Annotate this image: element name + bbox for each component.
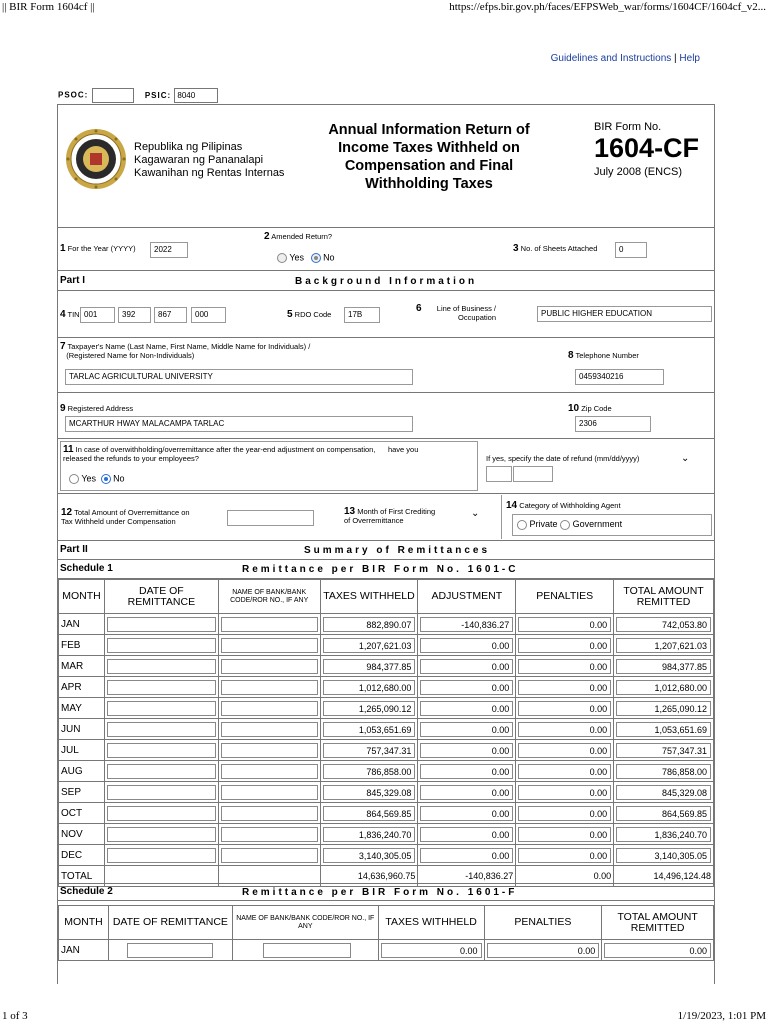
- table-row: [59, 656, 714, 677]
- overremittance-amount-input[interactable]: [227, 510, 314, 526]
- adjustment-input[interactable]: 0.00: [420, 659, 513, 674]
- month-cell: AUG: [59, 761, 105, 782]
- taxes-withheld-input[interactable]: 864,569.85: [323, 806, 416, 821]
- penalties-input[interactable]: 0.00: [518, 659, 611, 674]
- agent-category-radio-group: Private Government: [512, 514, 712, 536]
- form-title: Annual Information Return of Income Taxes Withheld on Compensation and Final Withholding Taxes: [328, 122, 530, 192]
- taxes-withheld-input[interactable]: 1,207,621.03: [323, 638, 416, 653]
- bank-code-input[interactable]: [221, 617, 318, 632]
- tin-part2-input[interactable]: 392: [118, 307, 151, 323]
- adjustment-input[interactable]: 0.00: [420, 722, 513, 737]
- item-11: 11 In case of overwithholding/overremittance after the year-end adjustment on compensation, have you released the refunds to your employees? Yes No If yes, specify the date of refund (mm/dd/yyyy) ⌄: [58, 440, 714, 494]
- month-cell: DEC: [59, 845, 105, 866]
- refund-month-input[interactable]: [486, 466, 512, 482]
- adjustment-input[interactable]: 0.00: [420, 827, 513, 842]
- bank-code-input[interactable]: [221, 638, 318, 653]
- table-row: [59, 677, 714, 698]
- adjustment-input[interactable]: 0.00: [420, 680, 513, 695]
- address-input[interactable]: MCARTHUR HWAY MALACAMPA TARLAC: [65, 416, 413, 432]
- date-of-remittance-input[interactable]: [107, 680, 216, 695]
- month-cell: JAN: [59, 940, 109, 961]
- month-cell: JUN: [59, 719, 105, 740]
- date-of-remittance-input[interactable]: [107, 701, 216, 716]
- items-7-8: 7 Taxpayer's Name (Last Name, First Name, Middle Name for Individuals) / (Registered Name for Non-Individuals) TARLAC AGRICULTURAL UNIVERSITY 8 Telephone Number 0459340216: [58, 339, 714, 393]
- refund-no-radio[interactable]: [101, 474, 111, 484]
- taxes-withheld-input[interactable]: 3,140,305.05: [323, 848, 416, 863]
- schedule1-table: MONTH DATE OF REMITTANCE NAME OF BANK/BANK CODE/ROR NO., IF ANY TAXES WITHHELD ADJUSTMENT PENALTIES TOTAL AMOUNT REMITTED JAN 882,890.07 -140,836.27 0.00 742,053.80 FEB 1,207,621.03 0.00 0.00 1,207,621.03 MAR 984,377.85 0.00 0.00 984,377.85 APR 1,012,680.00 0.00 0.00 1,012,680.00 MAY 1,265,090.12 0.00 0.00 1,265,090.12 JUN 1,053,651.69 0.00 0.00 1,053,651.69 JUL 757,347.31 0.00 0.00 757,347.31 AUG 786,858.00 0.00 0.00 786,858.00 SEP 845,329.08 0.00 0.00 845,329.08 OCT 864,569.85 0.00 0.00 864,569.85 NOV 1,836,240.70 0.00 0.00 1,836,240.70 DEC 3,140,305.05 0.00 0.00 3,140,305.05 TOTAL 14,636,960.75 -140,836.27 0.00 14,496,124.48: [58, 579, 714, 887]
- total-remitted-input[interactable]: 1,012,680.00: [616, 680, 711, 695]
- print-header: [0, 0, 768, 16]
- date-of-remittance-input[interactable]: [107, 764, 216, 779]
- bank-code-input[interactable]: [221, 680, 318, 695]
- total-penalties: 0.00: [516, 866, 614, 887]
- bank-code-input[interactable]: [221, 722, 318, 737]
- total-remitted-input[interactable]: 3,140,305.05: [616, 848, 711, 863]
- date-of-remittance-input[interactable]: [107, 617, 216, 632]
- government-radio[interactable]: [560, 520, 570, 530]
- private-radio[interactable]: [517, 520, 527, 530]
- penalties-input[interactable]: 0.00: [518, 638, 611, 653]
- bank-code-input[interactable]: [221, 659, 318, 674]
- schedule2-header: Schedule 2 Remittance per BIR Form No. 1601-F: [58, 883, 714, 901]
- help-links: Guidelines and Instructions | Help: [550, 53, 700, 64]
- page-title: || BIR Form 1604cf ||: [2, 1, 95, 13]
- total-amount-remitted: 14,496,124.48: [614, 866, 714, 887]
- taxes-withheld-input[interactable]: 0.00: [381, 943, 482, 958]
- help-link[interactable]: Help: [679, 53, 700, 64]
- taxes-withheld-input[interactable]: 1,265,090.12: [323, 701, 416, 716]
- bank-code-input[interactable]: [221, 806, 318, 821]
- adjustment-input[interactable]: 0.00: [420, 638, 513, 653]
- month-cell: OCT: [59, 803, 105, 824]
- taxes-withheld-input[interactable]: 786,858.00: [323, 764, 416, 779]
- penalties-input[interactable]: 0.00: [487, 943, 600, 958]
- total-remitted-input[interactable]: 1,265,090.12: [616, 701, 711, 716]
- taxes-withheld-input[interactable]: 1,053,651.69: [323, 722, 416, 737]
- psoc-psic-row: PSOC: PSIC: 8040: [58, 88, 218, 103]
- taxes-withheld-input[interactable]: 1,836,240.70: [323, 827, 416, 842]
- table-row: [59, 940, 714, 961]
- month-cell: FEB: [59, 635, 105, 656]
- part1-header: Part I Background Information: [58, 272, 714, 291]
- date-of-remittance-input[interactable]: [107, 785, 216, 800]
- date-of-remittance-input[interactable]: [107, 638, 216, 653]
- tin-part1-input[interactable]: 001: [80, 307, 115, 323]
- month-cell: MAR: [59, 656, 105, 677]
- rdo-code-input[interactable]: 17B: [344, 307, 380, 323]
- items-12-14: 12 Total Amount of Overremittance on Tax Withheld under Compensation 13 Month of First Crediting of Overremittance ⌄ 14 Category of Withholding Agent Private Government: [58, 495, 714, 541]
- form-header: [58, 105, 714, 228]
- table-row: [59, 740, 714, 761]
- telephone-input[interactable]: 0459340216: [575, 369, 664, 385]
- total-adjustment: -140,836.27: [418, 866, 516, 887]
- penalties-input[interactable]: 0.00: [518, 827, 611, 842]
- zip-code-input[interactable]: 2306: [575, 416, 651, 432]
- bank-code-input[interactable]: [221, 785, 318, 800]
- bank-code-input[interactable]: [221, 827, 318, 842]
- month-cell: JUL: [59, 740, 105, 761]
- table-row: [59, 761, 714, 782]
- adjustment-input[interactable]: 0.00: [420, 701, 513, 716]
- adjustment-input[interactable]: 0.00: [420, 764, 513, 779]
- total-remitted-input[interactable]: 864,569.85: [616, 806, 711, 821]
- table-row: [59, 845, 714, 866]
- penalties-input[interactable]: 0.00: [518, 764, 611, 779]
- table-row: [59, 782, 714, 803]
- amended-radio-group: Yes No: [277, 253, 335, 263]
- total-remitted-input[interactable]: 845,329.08: [616, 785, 711, 800]
- taxes-withheld-input[interactable]: 757,347.31: [323, 743, 416, 758]
- adjustment-input[interactable]: 0.00: [420, 806, 513, 821]
- total-remitted-input[interactable]: 0.00: [604, 943, 711, 958]
- page-number: 1 of 3: [2, 1010, 28, 1022]
- penalties-input[interactable]: 0.00: [518, 722, 611, 737]
- sheets-input[interactable]: 0: [615, 242, 647, 258]
- bank-code-input[interactable]: [221, 743, 318, 758]
- total-row: TOTAL 14,636,960.75 -140,836.27 0.00 14,496,124.48: [59, 866, 714, 887]
- crediting-month-chevron-down-icon[interactable]: ⌄: [471, 508, 480, 519]
- adjustment-input[interactable]: 0.00: [420, 785, 513, 800]
- month-cell: APR: [59, 677, 105, 698]
- tin-part3-input[interactable]: 867: [154, 307, 187, 323]
- form-version: July 2008 (ENCS): [594, 166, 683, 178]
- year-input[interactable]: 2022: [150, 242, 188, 258]
- taxes-withheld-input[interactable]: 984,377.85: [323, 659, 416, 674]
- date-of-remittance-input[interactable]: [127, 943, 213, 958]
- bir-form: [57, 104, 715, 984]
- tin-part4-input[interactable]: 000: [191, 307, 226, 323]
- penalties-input[interactable]: 0.00: [518, 743, 611, 758]
- guidelines-link[interactable]: Guidelines and Instructions: [550, 53, 672, 64]
- table-row: [59, 719, 714, 740]
- date-of-remittance-input[interactable]: [107, 806, 216, 821]
- adjustment-input[interactable]: 0.00: [420, 848, 513, 863]
- print-footer: [0, 1010, 768, 1024]
- total-remitted-input[interactable]: 757,347.31: [616, 743, 711, 758]
- penalties-input[interactable]: 0.00: [518, 848, 611, 863]
- schedule1-header: Schedule 1 Remittance per BIR Form No. 1601-C: [58, 561, 714, 579]
- penalties-input[interactable]: 0.00: [518, 701, 611, 716]
- bank-code-input[interactable]: [221, 848, 318, 863]
- amended-yes-radio[interactable]: [277, 253, 287, 263]
- items-4-6: 4 TIN 001 392 867 000 5 RDO Code 17B 6 Line of Business / Occupation PUBLIC HIGHER EDUCATION: [58, 292, 714, 338]
- month-cell: SEP: [59, 782, 105, 803]
- table-row: [59, 698, 714, 719]
- refund-date-chevron-down-icon[interactable]: ⌄: [681, 453, 690, 464]
- amended-no-radio[interactable]: [311, 253, 321, 263]
- bank-code-input[interactable]: [263, 943, 351, 958]
- date-of-remittance-input[interactable]: [107, 848, 216, 863]
- page-url: https://efps.bir.gov.ph/faces/EFPSWeb_war/forms/1604CF/1604cf_v2...: [449, 1, 766, 13]
- date-of-remittance-input[interactable]: [107, 743, 216, 758]
- psic-input[interactable]: 8040: [174, 88, 218, 103]
- total-remitted-input[interactable]: 984,377.85: [616, 659, 711, 674]
- refund-yes-radio[interactable]: [69, 474, 79, 484]
- month-cell: MAY: [59, 698, 105, 719]
- date-of-remittance-input[interactable]: [107, 722, 216, 737]
- penalties-input[interactable]: 0.00: [518, 806, 611, 821]
- adjustment-input[interactable]: 0.00: [420, 743, 513, 758]
- total-remitted-input[interactable]: 742,053.80: [616, 617, 711, 632]
- items-9-10: 9 Registered Address MCARTHUR HWAY MALACAMPA TARLAC 10 Zip Code 2306: [58, 394, 714, 439]
- bir-seal-icon: [65, 128, 127, 190]
- form-label: BIR Form No.: [594, 121, 662, 133]
- month-cell: JAN: [59, 614, 105, 635]
- penalties-input[interactable]: 0.00: [518, 785, 611, 800]
- print-datetime: 1/19/2023, 1:01 PM: [677, 1010, 766, 1022]
- taxes-withheld-input[interactable]: 845,329.08: [323, 785, 416, 800]
- total-taxes-withheld: 14,636,960.75: [320, 866, 418, 887]
- penalties-input[interactable]: 0.00: [518, 617, 611, 632]
- part2-header: Part II Summary of Remittances: [58, 542, 714, 560]
- psoc-input[interactable]: [92, 88, 134, 103]
- total-remitted-input[interactable]: 786,858.00: [616, 764, 711, 779]
- total-remitted-input[interactable]: 1,836,240.70: [616, 827, 711, 842]
- date-of-remittance-input[interactable]: [107, 659, 216, 674]
- taxes-withheld-input[interactable]: 1,012,680.00: [323, 680, 416, 695]
- table-row: [59, 824, 714, 845]
- agency-names: Republika ng Pilipinas Kagawaran ng Pananalapi Kawanihan ng Rentas Internas: [134, 141, 285, 179]
- items-1-3: 1 For the Year (YYYY) 2022 2 Amended Return? Yes No 3 No. of Sheets Attached 0: [58, 229, 714, 271]
- table-row: [59, 635, 714, 656]
- taxes-withheld-input[interactable]: 882,890.07: [323, 617, 416, 632]
- schedule2-table: MONTH DATE OF REMITTANCE NAME OF BANK/BANK CODE/ROR NO., IF ANY TAXES WITHHELD PENALTIES TOTAL AMOUNT REMITTED JAN 0.00 0.00 0.00: [58, 905, 714, 961]
- refund-radio-group: Yes No: [69, 474, 125, 484]
- refund-day-input[interactable]: [513, 466, 553, 482]
- adjustment-input[interactable]: -140,836.27: [420, 617, 513, 632]
- date-of-remittance-input[interactable]: [107, 827, 216, 842]
- line-of-business-input[interactable]: PUBLIC HIGHER EDUCATION: [537, 306, 712, 322]
- table-row: [59, 614, 714, 635]
- penalties-input[interactable]: 0.00: [518, 680, 611, 695]
- bank-code-input[interactable]: [221, 764, 318, 779]
- form-number: 1604-CF: [594, 133, 700, 163]
- table-row: [59, 803, 714, 824]
- total-remitted-input[interactable]: 1,207,621.03: [616, 638, 711, 653]
- taxpayer-name-input[interactable]: TARLAC AGRICULTURAL UNIVERSITY: [65, 369, 413, 385]
- bank-code-input[interactable]: [221, 701, 318, 716]
- month-cell: NOV: [59, 824, 105, 845]
- total-remitted-input[interactable]: 1,053,651.69: [616, 722, 711, 737]
